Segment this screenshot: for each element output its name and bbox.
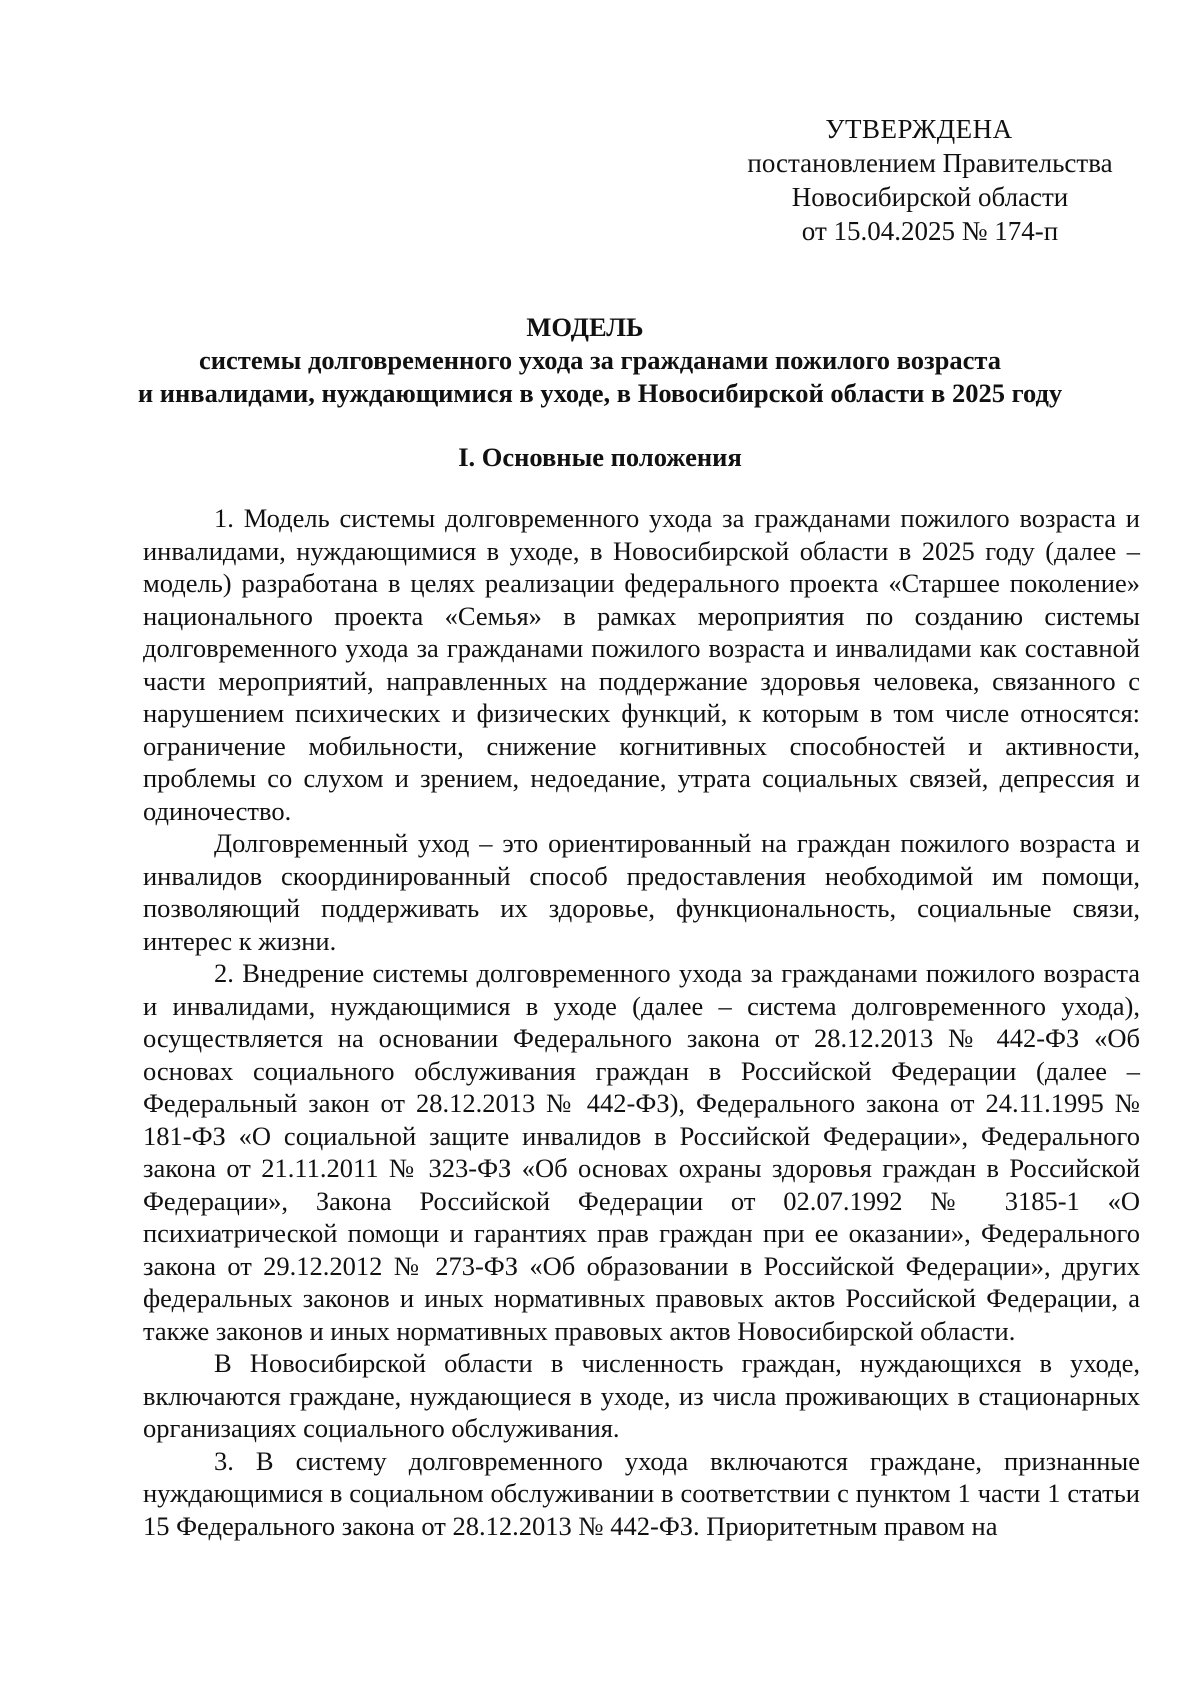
document-subtitle-line-2: и инвалидами, нуждающимися в уходе, в Новосибирской области в 2025 году xyxy=(137,378,1063,408)
approval-stamp-block xyxy=(740,112,1120,248)
document-subtitle-line-1: системы долговременного ухода за гражданами пожилого возраста xyxy=(199,345,1001,375)
approval-line-2: Новосибирской области xyxy=(791,182,1069,212)
approval-title: УТВЕРЖДЕНА xyxy=(825,114,1013,144)
paragraph-4: В Новосибирской области в численность граждан, нуждающихся в уходе, включаются граждане, нуждающиеся в уходе, из числа проживающих в стационарных организациях социального обслуживания. xyxy=(143,1348,1140,1443)
paragraph-1: 1. Модель системы долговременного ухода за гражданами пожилого возраста и инвалидами, нуждающимися в уходе, в Новосибирской области в 2025 году (далее – модель) разработана в целях реализации федерального проекта «Старшее поколение» национального проекта «Семья» в рамках мероприятия по созданию системы долговременного ухода за гражданами пожилого возраста и инвалидами как составной части мероприятий, направленных на поддержание здоровья человека, связанного с нарушением психических и физических функций, к которым в том числе относятся: ограничение мобильности, снижение когнитивных способностей и активности, проблемы со слухом и зрением, недоедание, утрата социальных связей, депрессия и одиночество. xyxy=(143,503,1140,826)
paragraph-2: Долговременный уход – это ориентированный на граждан пожилого возраста и инвалидов скоординированный способ предоставления необходимой им помощи, позволяющий поддерживать их здоровье, функциональность, социальные связи, интерес к жизни. xyxy=(143,828,1140,956)
approval-line-1: постановлением Правительства xyxy=(747,148,1113,178)
document-title: МОДЕЛЬ xyxy=(526,312,644,342)
document-heading xyxy=(100,311,1100,410)
paragraph-3: 2. Внедрение системы долговременного ухода за гражданами пожилого возраста и инвалидами, нуждающимися в уходе (далее – система долговременного ухода), осуществляется на основании Федерального закона от 28.12.2013 № 442-ФЗ «Об основах социального обслуживания граждан в Российской Федерации (далее – Федеральный закон от 28.12.2013 № 442-ФЗ), Федерального закона от 24.11.1995 № 181-ФЗ «О социальной защите инвалидов в Российской Федерации», Федерального закона от 21.11.2011 № 323-ФЗ «Об основах охраны здоровья граждан в Российской Федерации», Закона Российской Федерации от 02.07.1992 № 3185-1 «О психиатрической помощи и гарантиях прав граждан при ее оказании», Федерального закона от 29.12.2012 № 273-ФЗ «Об образовании в Российской Федерации», других федеральных законов и иных нормативных правовых актов Российской Федерации, а также законов и иных нормативных правовых актов Новосибирской области. xyxy=(143,958,1140,1346)
document-body xyxy=(143,502,1140,1542)
section-title: I. Основные положения xyxy=(458,442,742,472)
approval-date-number: от 15.04.2025 № 174-п xyxy=(801,216,1059,246)
paragraph-5: 3. В систему долговременного ухода включаются граждане, признанные нуждающимися в социальном обслуживании в соответствии с пунктом 1 части 1 статьи 15 Федерального закона от 28.12.2013 № 442-ФЗ. Приоритетным правом на xyxy=(143,1445,1140,1541)
